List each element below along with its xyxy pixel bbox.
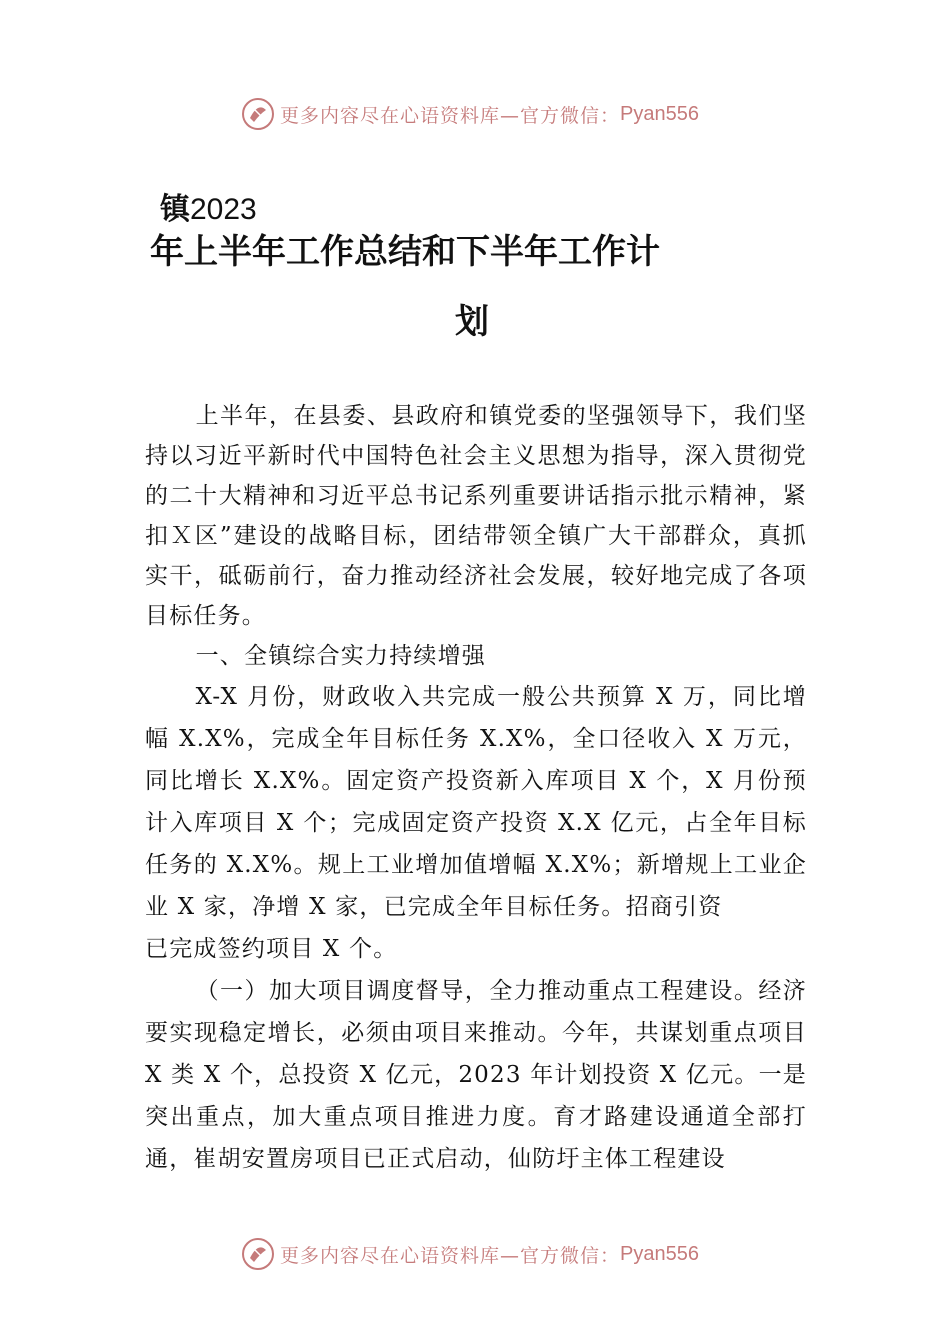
- watermark-header: [240, 96, 699, 132]
- watermark-footer: [240, 1236, 699, 1272]
- brand-logo-icon: [240, 1236, 276, 1272]
- watermark-id: Pyan556: [620, 1242, 699, 1265]
- document-title-line1: 年上半年工作总结和下半年工作计: [150, 232, 660, 272]
- paragraph-finance: X-X 月份，财政收入共完成一般公共预算 X 万，同比增幅 X.X%，完成全年目标任务 X.X%，全口径收入 X 万元，同比增长 X.X%。固定资产投资新入库项目 X 个，X 月份预计入库项目 X 个；完成固定资产投资 X.X 亿元，占全年目标任务的 X.X%。规上工业增加值增幅 X.X%；新增规上工业企业 X 家，净增 X 家，已完成全年目标任务。招商引资: [145, 684, 807, 920]
- paragraph-signed-projects: 已完成签约项目 X 个。: [145, 936, 398, 962]
- document-body: [145, 396, 807, 1180]
- paragraph-projects: （一）加大项目调度督导，全力推动重点工程建设。经济要实现稳定增长，必须由项目来推动。今年，共谋划重点项目 X 类 X 个，总投资 X 亿元，2023 年计划投资 X 亿元。一是突出重点，加大重点项目推进力度。育才路建设通道全部打通，崔胡安置房项目已正式启动，仙防圩主体工程建设: [145, 978, 807, 1172]
- title-year: 2023: [190, 193, 257, 226]
- paragraph-intro: 上半年，在县委、县政府和镇党委的坚强领导下，我们坚持以习近平新时代中国特色社会主义思想为指导，深入贯彻党的二十大精神和习近平总书记系列重要讲话指示批示精神，紧扣Ｘ区”建设的战略目标，团结带领全镇广大干部群众，真抓实干，砥砺前行，奋力推动经济社会发展，较好地完成了各项目标任务。: [145, 403, 807, 629]
- watermark-id: Pyan556: [620, 102, 699, 125]
- section-heading-1: 一、全镇综合实力持续增强: [195, 643, 486, 669]
- title-prefix-chars: 镇: [160, 192, 190, 227]
- title-prefix: [160, 190, 257, 230]
- watermark-text: 更多内容尽在心语资料库—官方微信：: [280, 1244, 621, 1267]
- document-title-line2: 划: [455, 302, 489, 342]
- watermark-text: 更多内容尽在心语资料库—官方微信：: [280, 104, 621, 127]
- brand-logo-icon: [240, 96, 276, 132]
